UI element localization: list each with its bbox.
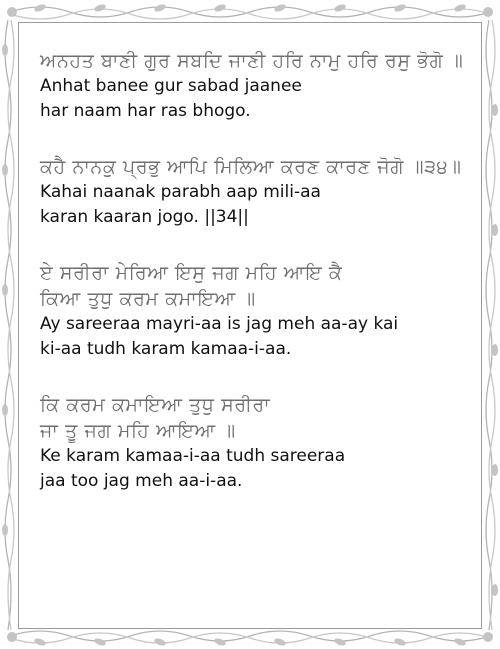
transliteration-line: karan kaaran jogo. ||34||	[40, 207, 249, 227]
transliteration-line: jaa too jag meh aa-i-aa.	[40, 471, 243, 491]
transliteration-line: Kahai naanak parabh aap mili-aa	[40, 182, 321, 202]
stanza-1	[40, 48, 470, 124]
transliteration-line: har naam har ras bhogo.	[40, 101, 251, 121]
stanza-2	[40, 154, 470, 230]
gurmukhi-line: ਕਿਆ ਤੁਧੁ ਕਰਮ ਕਮਾਇਆ ॥	[40, 288, 256, 310]
gurmukhi-line: ਜਾ ਤੂ ਜਗ ਮਹਿ ਆਇਆ ॥	[40, 420, 236, 442]
transliteration-line: Anhat banee gur sabad jaanee	[40, 76, 302, 96]
gurmukhi-line: ਕਿ ਕਰਮ ਕਮਾਇਆ ਤੁਧੁ ਸਰੀਰਾ	[40, 394, 271, 416]
gurmukhi-line: ਕਹੈ ਨਾਨਕੁ ਪ੍ਰਭੁ ਆਪਿ ਮਿਲਿਆ ਕਰਣ ਕਾਰਣ ਜੋਗੋ ॥੩੪॥	[40, 156, 462, 178]
transliteration-line: ki-aa tudh karam kamaa-i-aa.	[40, 339, 292, 359]
stanza-3	[40, 260, 470, 362]
gurmukhi-line: ਅਨਹਤ ਬਾਣੀ ਗੁਰ ਸਬਦਿ ਜਾਣੀ ਹਰਿ ਨਾਮੁ ਹਰਿ ਰਸੁ ਭੋਗੋ ॥	[40, 50, 464, 72]
transliteration-line: Ke karam kamaa-i-aa tudh sareeraa	[40, 446, 346, 466]
transliteration-line: Ay sareeraa mayri-aa is jag meh aa-ay kai	[40, 314, 399, 334]
gurmukhi-line: ਏ ਸਰੀਰਾ ਮੇਰਿਆ ਇਸੁ ਜਗ ਮਹਿ ਆਇ ਕੈ	[40, 262, 343, 284]
stanza-4	[40, 392, 470, 494]
verse-content	[40, 48, 470, 524]
